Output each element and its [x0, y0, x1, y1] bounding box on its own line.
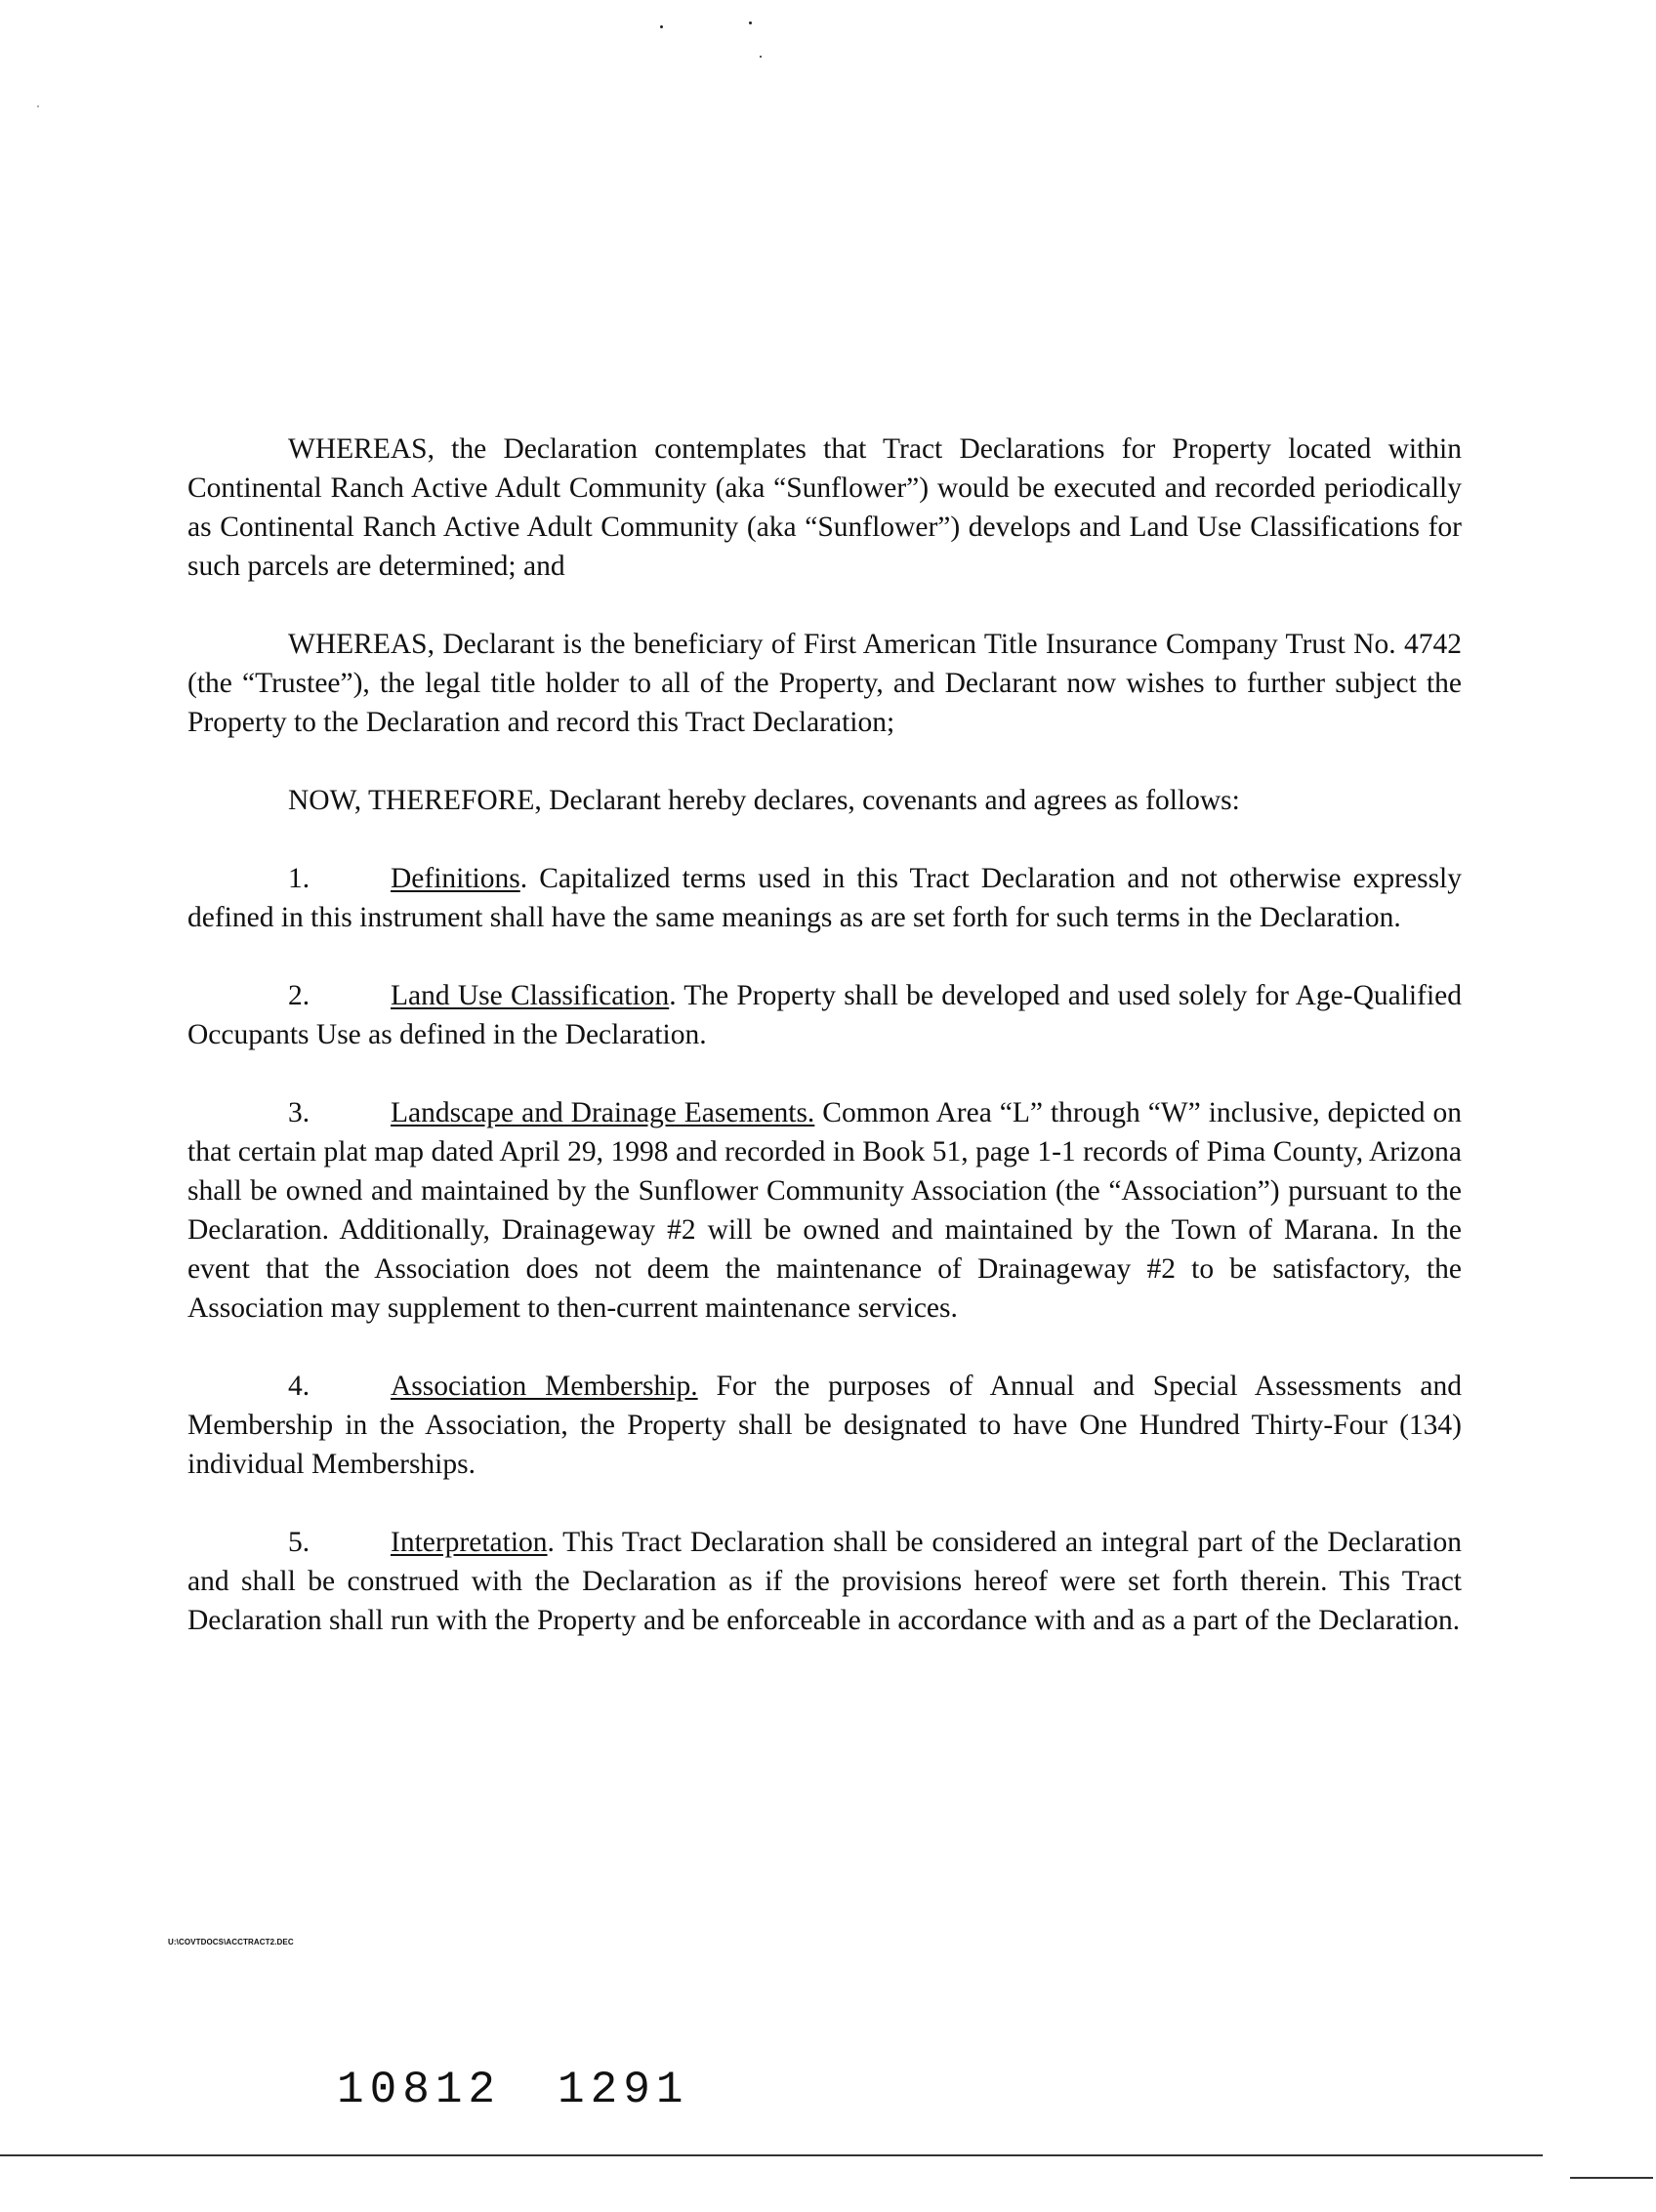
scan-speck: [660, 25, 663, 28]
section-number: 3.: [288, 1097, 310, 1128]
page-number: 1291: [558, 2065, 689, 2115]
docket-number: 10812: [337, 2065, 502, 2115]
section-land-use-classification: [187, 976, 1462, 1054]
section-heading-punct: .: [669, 980, 677, 1011]
section-text: The Property shall be developed and used solely for Age-Qualified Occupants Use as defined in the Declaration.: [187, 980, 1462, 1050]
scan-speck: [37, 105, 39, 107]
section-text: Capitalized terms used in this Tract Declaration and not otherwise expressly defined in this instrument shall have the same meanings as are set forth for such terms in the Declaration.: [187, 863, 1462, 933]
section-number: 1.: [288, 863, 310, 894]
whereas-paragraph-1: WHEREAS, the Declaration contemplates that Tract Declarations for Property located within Continental Ranch Active Adult Community (aka “Sunflower”) would be executed and recorded periodically as Continental Ranch Active Adult Community (aka “Sunflower”) develops and Land Use Classifications for such parcels are determined; and: [187, 433, 1462, 582]
section-number: 5.: [288, 1527, 310, 1558]
section-association-membership: [187, 1367, 1462, 1484]
section-number: 4.: [288, 1371, 310, 1402]
section-heading-punct: .: [547, 1527, 555, 1558]
section-heading: Landscape and Drainage Easements.: [391, 1097, 815, 1128]
section-heading-punct: .: [519, 863, 528, 894]
section-text: For the purposes of Annual and Special Assessments and Membership in the Association, the Property shall be designated to have One Hundred Thirty-Four (134) individual Memberships.: [187, 1371, 1462, 1480]
section-heading: Land Use Classification: [391, 980, 670, 1011]
section-interpretation: [187, 1523, 1462, 1640]
section-text: This Tract Declaration shall be considered an integral part of the Declaration and shall be construed with the Declaration as if the provisions hereof were set forth therein. This Tract Declaration shall run with the Property and be enforceable in accordance with and as a part of the Declaration.: [187, 1527, 1462, 1636]
whereas-paragraph-2: WHEREAS, Declarant is the beneficiary of First American Title Insurance Company Trust No. 4742 (the “Trustee”), the legal title holder to all of the Property, and Declarant now wishes to further subject the Property to the Declaration and record this Tract Declaration;: [187, 629, 1462, 738]
now-therefore-paragraph: NOW, THEREFORE, Declarant hereby declares, covenants and agrees as follows:: [288, 785, 1240, 816]
section-heading: Interpretation: [391, 1527, 548, 1558]
section-text: Common Area “L” through “W” inclusive, depicted on that certain plat map dated April 29, 1998 and recorded in Book 51, page 1-1 records of Pima County, Arizona shall be owned and maintained by the Sunflower Community Association (the “Association”) pursuant to the Declaration. Additionally, Drainageway #2 will be owned and maintained by the Town of Marana. In the event that the Association does not deem the maintenance of Drainageway #2 to be satisfactory, the Association may supplement to then-current maintenance services.: [187, 1097, 1462, 1324]
file-reference: U:\COVTDOCS\ACCTRACT2.DEC: [168, 1938, 294, 1946]
recording-number: [337, 2065, 688, 2115]
bottom-rule-fragment: [1570, 2177, 1653, 2179]
bottom-rule: [0, 2154, 1543, 2156]
section-heading: Definitions: [391, 863, 520, 894]
scan-speck: [749, 21, 752, 24]
scan-speck: [760, 56, 762, 58]
section-heading: Association Membership.: [391, 1371, 698, 1402]
section-landscape-drainage-easements: [187, 1093, 1462, 1328]
section-number: 2.: [288, 980, 310, 1011]
document-body: [187, 430, 1462, 1679]
section-definitions: [187, 859, 1462, 937]
